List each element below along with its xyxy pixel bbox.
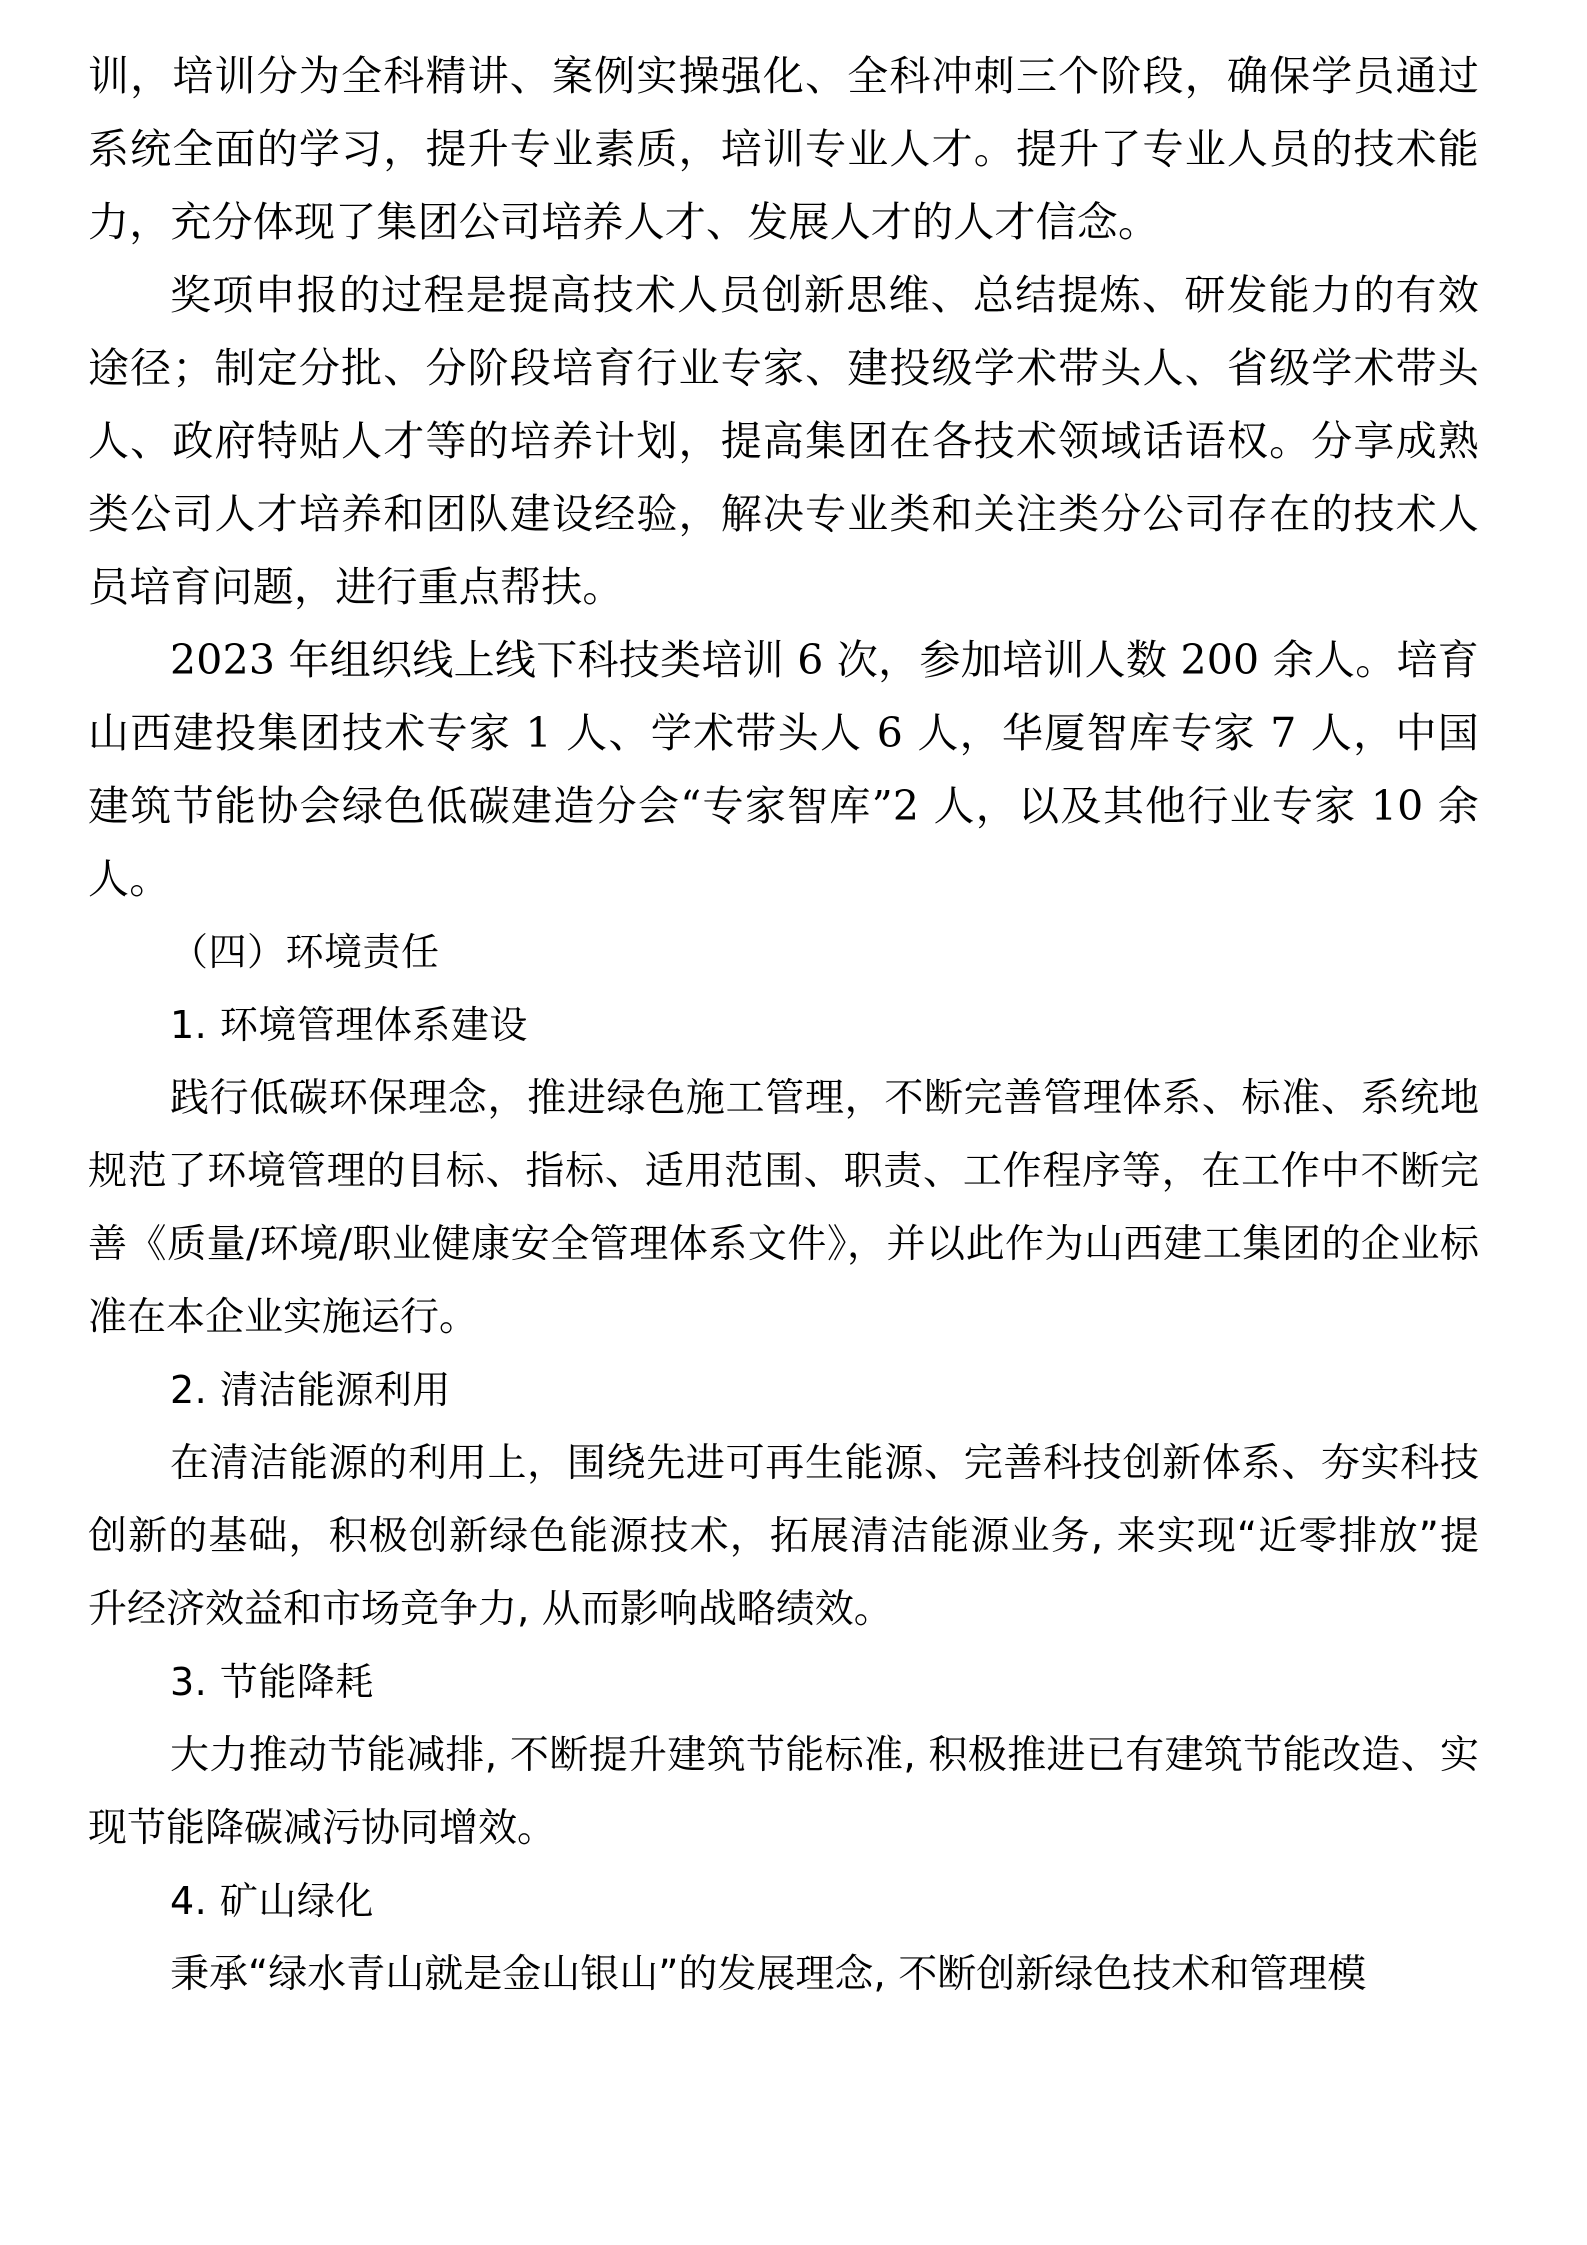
paragraph-mine-greening: 秉承“绿水青山就是金山银山”的发展理念, 不断创新绿色技术和管理模 (170, 1952, 1367, 1997)
subsection-heading-mine-greening: 4. 矿山绿化 (170, 1879, 374, 1923)
paragraph-training-stats: 2023 年组织线上线下科技类培训 6 次，参加培训人数 200 余人。培育山西建投集团技术专家 1 人、学术带头人 6 人，华厦智库专家 7 人，中国建筑节能协会绿色低碳建造分会“专家智库”2 人，以及其他行业专家 10 余人。 (88, 636, 1479, 903)
paragraph-continued: 训，培训分为全科精讲、案例实操强化、全科冲刺三个阶段，确保学员通过系统全面的学习，提升专业素质，培训专业人才。提升了专业人员的技术能力，充分体现了集团公司培养人才、发展人才的人才信念。 (88, 52, 1479, 246)
paragraph-energy-saving: 大力推动节能减排, 不断提升建筑节能标准, 积极推进已有建筑节能改造、实现节能降碳减污协同增效。 (88, 1733, 1479, 1851)
paragraph-clean-energy: 在清洁能源的利用上，围绕先进可再生能源、完善科技创新体系、夯实科技创新的基础，积极创新绿色能源技术，拓展清洁能源业务, 来实现“近零排放”提升经济效益和市场竞争力, 从而影响战略绩效。 (88, 1441, 1479, 1632)
subsection-heading-energy-saving: 3. 节能降耗 (170, 1660, 374, 1704)
subsection-heading-clean-energy: 2. 清洁能源利用 (170, 1368, 451, 1412)
subsection-heading-ems-construction: 1. 环境管理体系建设 (170, 1003, 528, 1047)
paragraph-awards: 奖项申报的过程是提高技术人员创新思维、总结提炼、研发能力的有效途径；制定分批、分阶段培育行业专家、建投级学术带头人、省级学术带头人、政府特贴人才等的培养计划，提高集团在各技术领域话语权。分享成熟类公司人才培养和团队建设经验，解决专业类和关注类分公司存在的技术人员培育问题，进行重点帮扶。 (88, 271, 1479, 611)
section-heading-environmental-responsibility: （四）环境责任 (170, 930, 440, 974)
document-body (88, 40, 1479, 2011)
paragraph-ems-construction: 践行低碳环保理念，推进绿色施工管理，不断完善管理体系、标准、系统地规范了环境管理的目标、指标、适用范围、职责、工作程序等，在工作中不断完善《质量/环境/职业健康安全管理体系文件》，并以此作为山西建工集团的企业标准在本企业实施运行。 (88, 1076, 1479, 1340)
